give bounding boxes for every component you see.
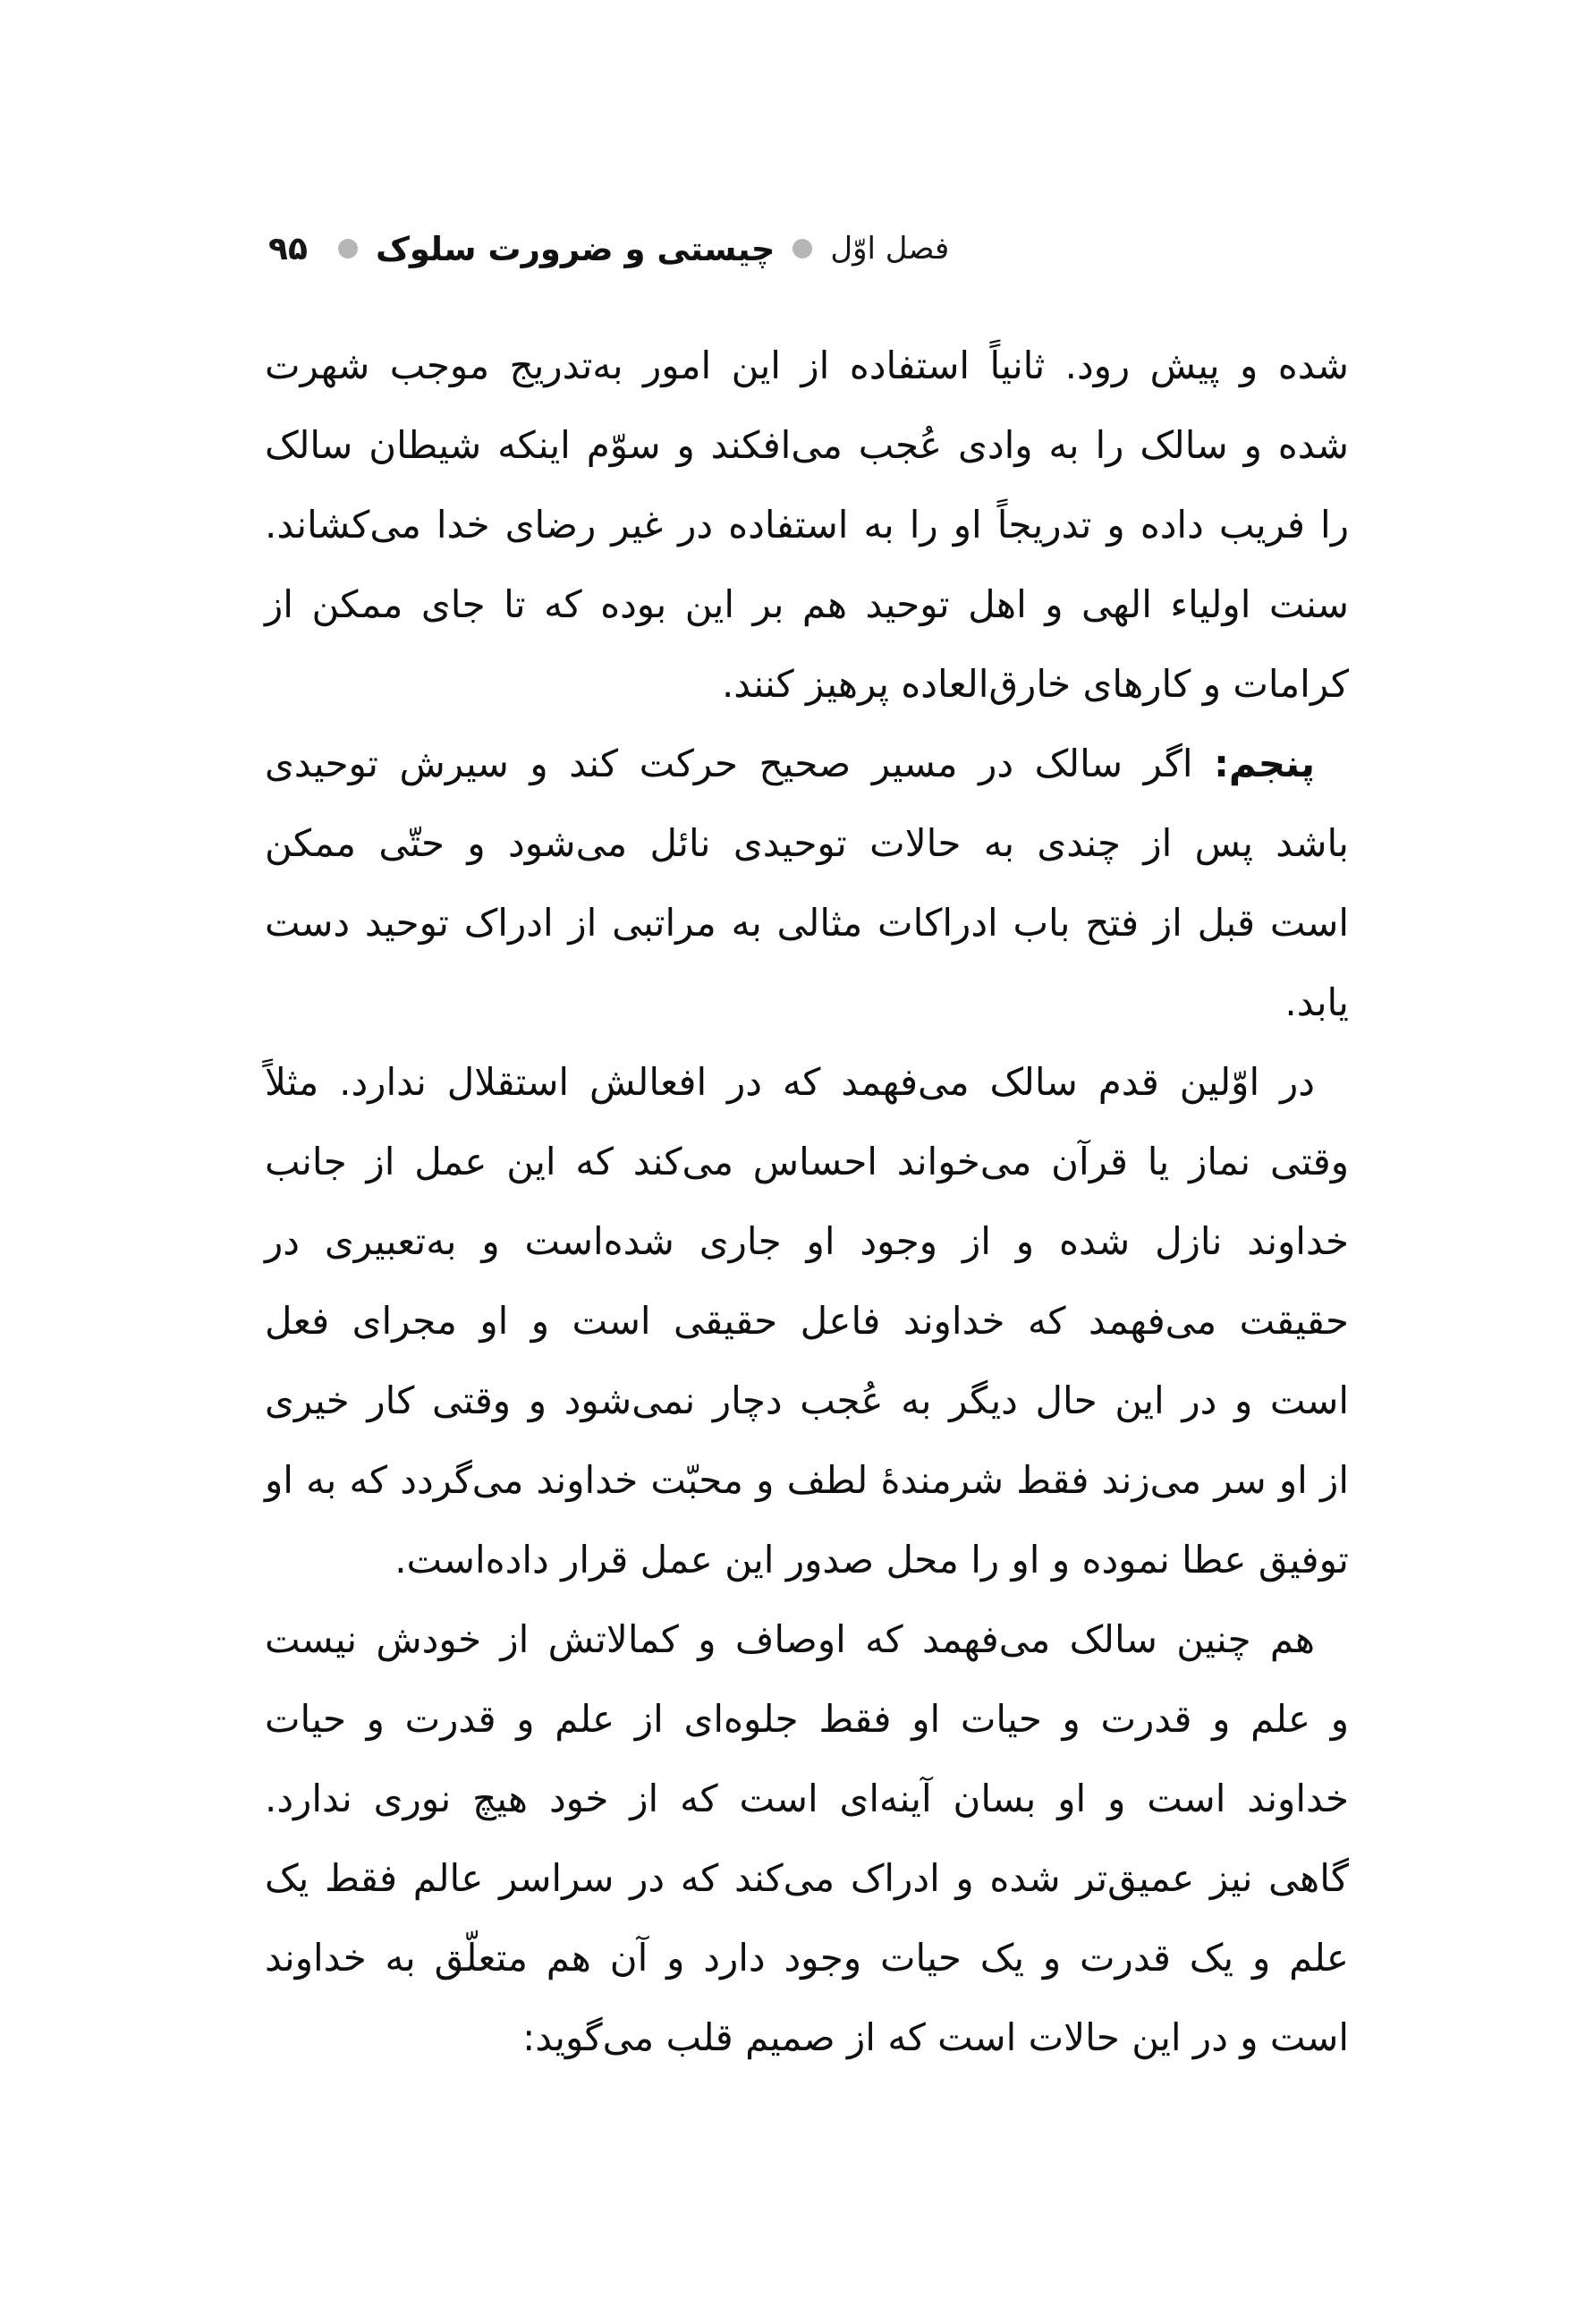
text-line: شده و سالک را به وادی عُجب می‌افکند و سوّم اینکه شیطان سالک — [265, 423, 1349, 467]
text-line: شده و پیش رود. ثانیاً استفاده از این امور به‌تدریج موجب شهرت — [265, 344, 1349, 387]
text-line: است قبل از فتح باب ادراکات مثالی به مراتبی از ادراک توحید دست — [265, 901, 1349, 945]
text-block — [265, 326, 1349, 2077]
text-line: هم چنین سالک می‌فهمد که اوصاف و کمالاتش از خودش نیست — [265, 1617, 1315, 1661]
text-line: یابد. — [1284, 980, 1349, 1024]
paragraph — [265, 1042, 1349, 1599]
text-line: خداوند نازل شده و از وجود او جاری شده‌است و به‌تعبیری در — [265, 1219, 1349, 1263]
separator-dot — [338, 239, 358, 259]
text-line: گاهی نیز عمیق‌تر شده و ادراک می‌کند که در سراسر عالم فقط یک — [265, 1856, 1349, 1900]
text-line: علم و یک قدرت و یک حیات وجود دارد و آن هم متعلّق به خداوند — [265, 1936, 1349, 1980]
text-line: را فریب داده و تدریجاً او را به استفاده در غیر رضای خدا می‌کشاند. — [265, 503, 1349, 547]
paragraph — [265, 724, 1349, 1042]
text-line: وقتی نماز یا قرآن می‌خواند احساس می‌کند که این عمل از جانب — [265, 1140, 1349, 1183]
item-label-bold: پنجم: — [1214, 742, 1315, 785]
text-line: و علم و قدرت و حیات او فقط جلوه‌ای از علم و قدرت و حیات — [265, 1697, 1349, 1741]
paragraph — [265, 326, 1349, 724]
page-number: ۹۵ — [268, 230, 308, 267]
text-line: باشد پس از چندی به حالات توحیدی نائل می‌شود و حتّی ممکن — [265, 821, 1349, 865]
text-line-rest: اگر سالک در مسیر صحیح حرکت کند و سیرش توحیدی — [265, 742, 1215, 785]
text-line: سنت اولیاء الهی و اهل توحید هم بر این بوده که تا جای ممکن از — [265, 582, 1349, 626]
text-line: است و در این حالات است که از صمیم قلب می‌گوید: — [522, 2015, 1349, 2059]
text-line: کرامات و کارهای خارق‌العاده پرهیز کنند. — [721, 662, 1349, 706]
text-line: از او سر می‌زند فقط شرمندهٔ لطف و محبّت خداوند می‌گردد که به او — [265, 1458, 1349, 1502]
paragraph — [265, 1599, 1349, 2077]
text-line: توفیق عطا نموده و او را محل صدور این عمل قرار داده‌است. — [394, 1538, 1349, 1582]
separator-dot — [792, 239, 812, 259]
text-line: در اوّلین قدم سالک می‌فهمد که در افعالش استقلال ندارد. مثلاً — [265, 1060, 1315, 1104]
chapter-label: فصل اوّل — [830, 231, 950, 267]
section-title: چیستی و ضرورت سلوک — [375, 229, 776, 268]
text-line: خداوند است و او بسان آینه‌ای است که از خود هیچ نوری ندارد. — [265, 1777, 1349, 1820]
page-header — [268, 220, 949, 277]
text-line: است و در این حال دیگر به عُجب دچار نمی‌شود و وقتی کار خیری — [265, 1378, 1349, 1422]
text-line — [265, 724, 1349, 803]
text-line: حقیقت می‌فهمد که خداوند فاعل حقیقی است و او مجرای فعل — [265, 1299, 1349, 1343]
